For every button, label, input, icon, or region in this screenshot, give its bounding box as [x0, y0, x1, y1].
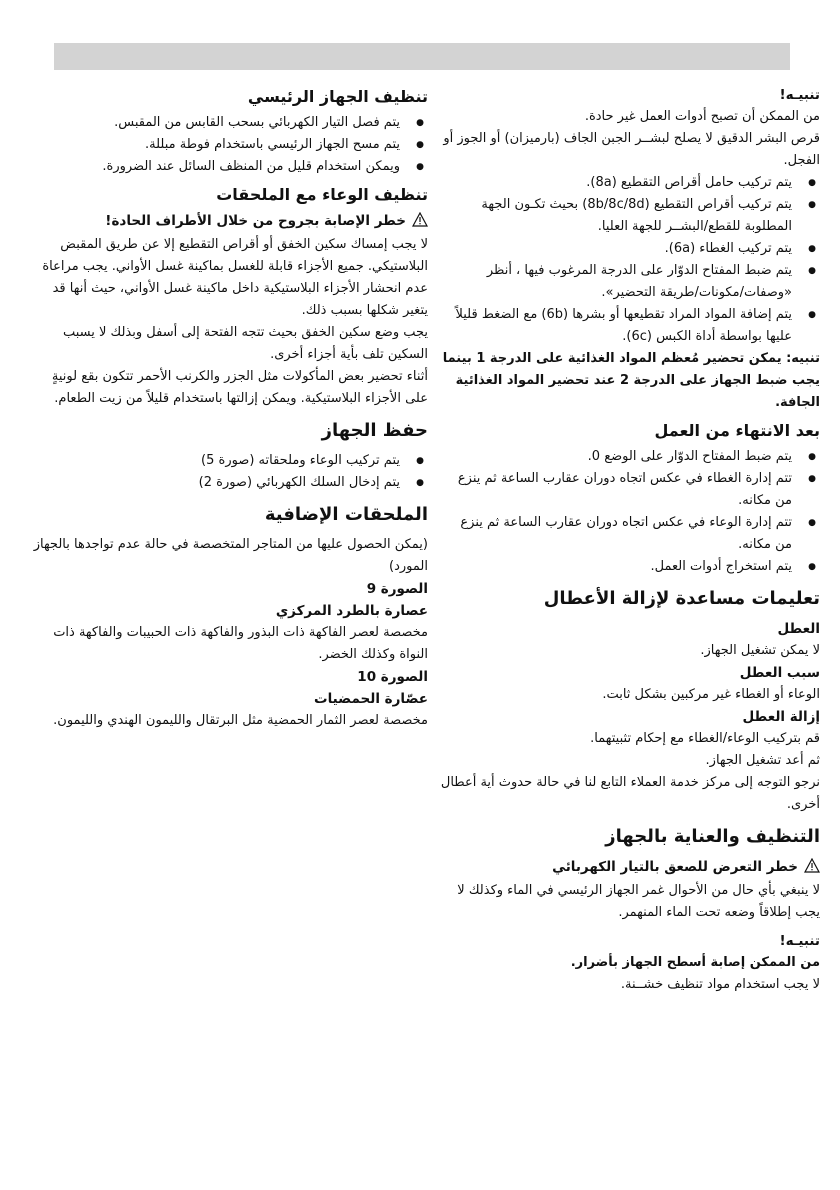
- list-item: ● يتم ضبط المفتاح الدوّار على الدرجة المرغوب فيها ، أنظر «وصفات/مكونات/طريقة التحضير».: [440, 260, 792, 304]
- accessory-name: عصارة بالطرد المركزي: [275, 603, 428, 619]
- figure-label: الصورة 9: [366, 581, 428, 597]
- section-title-troubleshooting: تعليمات مساعدة لإزالة الأعطال: [543, 588, 820, 609]
- list-item: ● يتم فصل التيار الكهربائي بسحب القابس من المقبس.: [30, 112, 400, 134]
- list-item: ● ويمكن استخدام قليل من المنظف السائل عند الضرورة.: [30, 156, 400, 178]
- list-item: ● يتم إدخال السلك الكهربائي (صورة 2): [30, 472, 400, 494]
- after-work-list: [440, 446, 820, 578]
- note: تنبيه: يمكن تحضير مُعظم المواد الغذائية على الدرجة 1 بينما يجب ضبط الجهاز على الدرجة 2 عند تحضير المواد الغذائية الجافة.: [442, 351, 820, 410]
- section-title-care: التنظيف والعناية بالجهاز: [605, 826, 820, 847]
- warning-triangle-icon: [804, 858, 820, 880]
- fix-label: إزالة العطل: [742, 709, 820, 725]
- accessories-intro: (يمكن الحصول عليها من المتاجر المتخصصة في حالة عدم تواجدها بالجهاز المورد): [33, 537, 428, 574]
- right-column: [440, 84, 820, 996]
- fix-line: نرجو التوجه إلى مركز خدمة العملاء التابع لنا في حالة حدوث أية أعطال أخرى.: [440, 775, 820, 812]
- list-item: ● تتم إدارة الغطاء في عكس اتجاه دوران عقارب الساعة ثم ينزع من مكانه.: [440, 468, 792, 512]
- section-title-after-work: بعد الانتهاء من العمل: [654, 421, 820, 440]
- left-column: [30, 84, 428, 732]
- header-bar: [54, 43, 790, 70]
- paragraph: أثناء تحضير بعض المأكولات مثل الجزر والكرنب الأحمر تتكون بقع لونيةٍ على الأجزاء البلاستيكية. ويمكن إزالتها باستخدام قليلاً من زيت الطعام.: [51, 369, 428, 406]
- sharp-warning: [30, 210, 428, 234]
- list-item: ● تتم إدارة الوعاء في عكس اتجاه دوران عقارب الساعة ثم ينزع من مكانه.: [440, 512, 792, 556]
- assembly-list: [440, 172, 820, 348]
- accessory-desc: مخصصة لعصر الفاكهة ذات البذور والفاكهة ذات الحبيبات والفاكهة ذات النواة وكذلك الخضر.: [53, 625, 428, 662]
- list-item: ● يتم ضبط المفتاح الدوّار على الوضع 0.: [440, 446, 792, 468]
- list-item: ● يتم تركيب حامل أقراص التقطيع (8a).: [440, 172, 792, 194]
- list-item: ● يتم إضافة المواد المراد تقطيعها أو بشرها (6b) مع الضغط قليلاً عليها بواسطة أداة الكبس (6c).: [440, 304, 792, 348]
- list-item: ● يتم استخراج أدوات العمل.: [440, 556, 792, 578]
- fix-line: ثم أعد تشغيل الجهاز.: [705, 753, 820, 768]
- section-title-main-unit: تنظيف الجهاز الرئيسي: [247, 87, 428, 106]
- warning-title: خطر التعرض للصعق بالتيار الكهربائي: [552, 859, 798, 875]
- caution-line: من الممكن أن تصبح أدوات العمل غير حادة.: [584, 109, 820, 124]
- fault-text: لا يمكن تشغيل الجهاز.: [700, 643, 820, 658]
- section-title-storage: حفظ الجهاز: [321, 420, 428, 441]
- caution-line: قرص البشر الدقيق لا يصلح لبشــر الجبن الجاف (بارميزان) أو الجوز أو الفجل.: [443, 131, 820, 168]
- cause-text: الوعاء أو الغطاء غير مركبين بشكل ثابت.: [602, 687, 820, 702]
- caution-title: تنبيـه!: [779, 933, 820, 949]
- warning-title: خطر الإصابة بجروح من خلال الأطراف الحادة!: [105, 213, 406, 229]
- caution-title: تنبيـه!: [779, 87, 820, 103]
- accessory-desc: مخصصة لعصر الثمار الحمضية مثل البرتقال والليمون الهندي والليمون.: [53, 713, 428, 728]
- storage-list: [30, 450, 428, 494]
- figure-label: الصورة 10: [357, 669, 428, 685]
- list-item: ● يتم مسح الجهاز الرئيسي باستخدام فوطة مبللة.: [30, 134, 400, 156]
- cause-label: سبب العطل: [739, 665, 820, 681]
- main-unit-list: [30, 112, 428, 178]
- accessory-name: عصّارة الحمضيات: [314, 691, 428, 707]
- warning-triangle-icon: [412, 212, 428, 234]
- fault-label: العطل: [777, 621, 820, 637]
- caution-text: لا يجب استخدام مواد تنظيف خشــنة.: [620, 977, 820, 992]
- section-title-bowl: تنظيف الوعاء مع الملحقات: [216, 185, 428, 204]
- electric-warning: [440, 856, 820, 880]
- list-item: ● يتم تركيب الوعاء وملحقاته (صورة 5): [30, 450, 400, 472]
- paragraph: يجب وضع سكين الخفق بحيث تتجه الفتحة إلى أسفل وبذلك لا يسبب السكين تلف بأية أجزاء أخرى.: [62, 325, 428, 362]
- paragraph: لا يجب إمساك سكين الخفق أو أقراص التقطيع إلا عن طريق المقبض البلاستيكي. جميع الأجزاء قابلة للغسل بماكينة غسل الأواني. يجب مراعاة عدم انحشار الأجزاء البلاستيكية داخل ماكينة غسل الأواني، حيث أنها قد يتغير شكلها بسبب ذلك.: [42, 237, 428, 318]
- list-item: ● يتم تركيب الغطاء (6a).: [440, 238, 792, 260]
- warning-text: لا ينبغي بأي حال من الأحوال غمر الجهاز الرئيسي في الماء وكذلك لا يجب إطلاقاً وضعه تحت الماء المنهمر.: [457, 883, 820, 920]
- caution-bold: من الممكن إصابة أسطح الجهاز بأضرار.: [570, 955, 820, 970]
- list-item: ● يتم تركيب أقراص التقطيع (8b/8c/8d) بحيث تكـون الجهة المطلوبة للقطع/البشــر للجهة العليا.: [440, 194, 792, 238]
- fix-line: قم بتركيب الوعاء/الغطاء مع إحكام تثبيتهما.: [590, 731, 820, 746]
- section-title-accessories: الملحقات الإضافية: [264, 504, 428, 525]
